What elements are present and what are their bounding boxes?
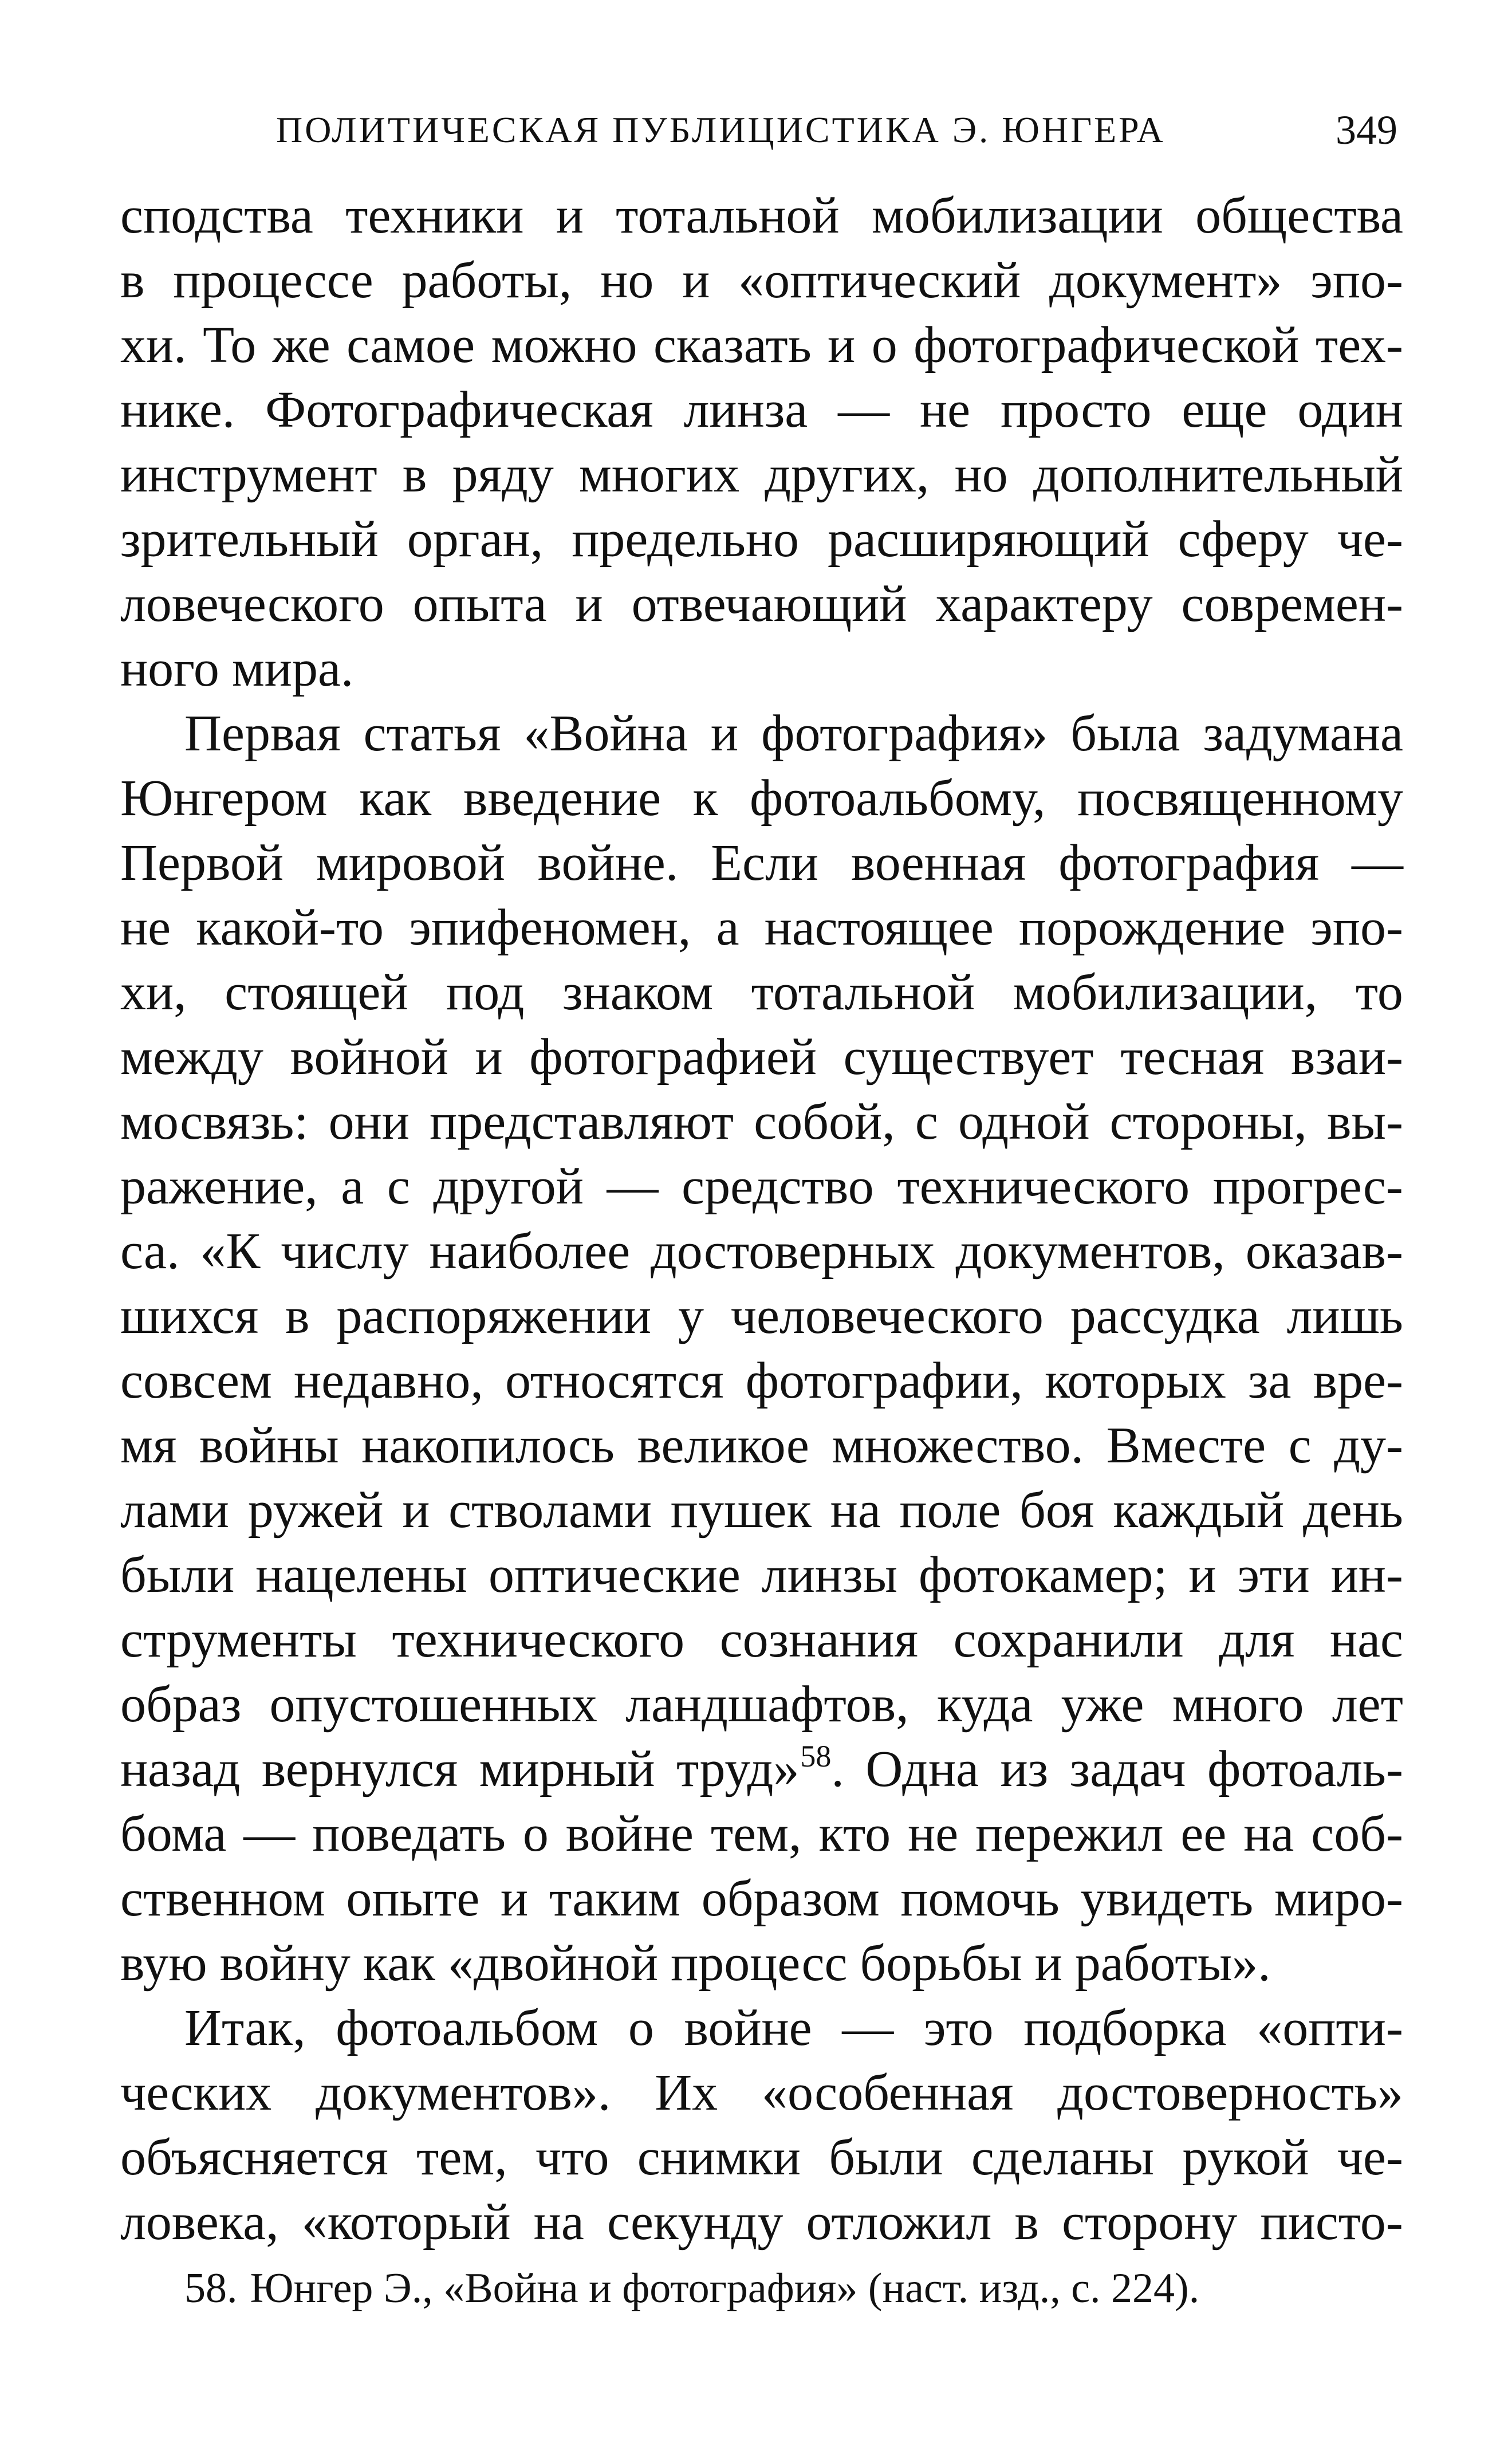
word: накопилось (361, 1417, 615, 1474)
footnote (184, 2260, 1199, 2317)
word: эпо- (1310, 899, 1403, 956)
word: посвященному (1077, 770, 1403, 827)
word: ряду (452, 446, 554, 503)
word: опыта (412, 576, 547, 632)
word: дополнительный (1033, 446, 1403, 503)
word: между (120, 1029, 263, 1085)
word: фотокамер; (918, 1547, 1168, 1603)
word: поле (899, 1482, 1001, 1539)
word: зрительный (120, 511, 379, 568)
word: помочь (900, 1870, 1060, 1927)
word: линзы (761, 1547, 898, 1603)
word: куда (936, 1676, 1033, 1733)
word: множество. (832, 1417, 1084, 1474)
word: войну (219, 1935, 351, 1992)
word: что (536, 2129, 609, 2186)
word: таким (549, 1870, 681, 1927)
word: и (501, 1870, 529, 1927)
word: хи, (120, 964, 187, 1021)
text-line (120, 1413, 1403, 1478)
word: вре- (1313, 1352, 1403, 1409)
word: задач (1069, 1741, 1186, 1797)
word: многих (578, 446, 740, 503)
word: просто (1000, 381, 1152, 438)
word: средство (682, 1158, 874, 1215)
word: Если (711, 835, 819, 891)
word: не (908, 1805, 959, 1862)
word: для (1219, 1611, 1295, 1668)
word: че- (1337, 2129, 1403, 2186)
word: сознания (719, 1611, 919, 1668)
word: ловека, (120, 2194, 279, 2251)
text-line (120, 1931, 1403, 1996)
word: задумана (1203, 705, 1403, 762)
word: труд»$^{58}$. (676, 1739, 844, 1797)
word: стволами (448, 1482, 652, 1539)
word: фотоальбом (336, 2000, 598, 2056)
word: но (954, 446, 1008, 503)
word: и (575, 576, 603, 632)
word: порождение (1018, 899, 1286, 956)
text-line (120, 895, 1403, 960)
word: фотография» (761, 705, 1048, 762)
word: но (600, 252, 654, 309)
word: фотоальбому, (749, 770, 1046, 827)
text-line (120, 1866, 1403, 1931)
word: ружей (247, 1482, 384, 1539)
word: и (710, 705, 739, 762)
word: уже (1061, 1676, 1144, 1733)
word: на (830, 1482, 881, 1539)
word: сказать (653, 317, 812, 373)
word: ческих (120, 2064, 272, 2121)
word: представляют (430, 1093, 734, 1150)
word: взаи- (1290, 1029, 1403, 1085)
word: «опти- (1257, 2000, 1403, 2056)
word: лами (120, 1482, 229, 1539)
word: и (1034, 1935, 1062, 1992)
word: ственном (120, 1870, 325, 1927)
word: фотоаль- (1207, 1741, 1403, 1797)
word: как (363, 1935, 435, 1992)
word: бома (120, 1805, 227, 1862)
word: это (923, 2000, 994, 2056)
word: «Война (523, 705, 688, 762)
word: оптические (488, 1547, 741, 1603)
word: фотографией (529, 1029, 817, 1085)
word: ного (120, 640, 219, 697)
word: оказав- (1245, 1223, 1403, 1280)
word: — (1351, 835, 1403, 891)
footnote-text: Юнгер Э., «Война и фотография» (наст. изд., с. 224). (250, 2265, 1200, 2312)
word: «который (301, 2194, 511, 2251)
word: поведать (312, 1805, 506, 1862)
text-line (120, 831, 1403, 895)
word: расширяющий (828, 511, 1149, 568)
word: отложил (806, 2194, 992, 2251)
word: Первая (184, 705, 341, 762)
word: — (842, 2000, 894, 2056)
word: под (446, 964, 525, 1021)
word: техники (345, 187, 524, 244)
word: были (120, 1547, 235, 1603)
word: мя (120, 1417, 177, 1474)
word: один (1297, 381, 1403, 438)
word: недавно, (294, 1352, 483, 1409)
word: хи. (120, 317, 187, 373)
word: то (1355, 964, 1403, 1021)
text-line (120, 1219, 1403, 1284)
word: в (402, 446, 427, 503)
word: фотография (1058, 835, 1320, 891)
word: технического (392, 1611, 685, 1668)
word: других, (765, 446, 930, 503)
word: другой (433, 1158, 584, 1215)
word: «двойной (447, 1935, 659, 1992)
word: «К (200, 1223, 261, 1280)
text-line (120, 1543, 1403, 1607)
text-line (120, 1607, 1403, 1672)
word: тотальной (616, 187, 840, 244)
text-line (120, 507, 1403, 572)
word: эти (1237, 1547, 1310, 1603)
text-line (120, 1996, 1403, 2060)
word: введение (463, 770, 662, 827)
word: тесная (1120, 1029, 1265, 1085)
text-line (120, 377, 1403, 442)
word: стоящей (225, 964, 408, 1021)
word: войне (565, 1805, 694, 1862)
word: сферу (1178, 511, 1309, 568)
word: Их (655, 2064, 718, 2121)
word: и (828, 317, 856, 373)
word: войне (684, 2000, 812, 2056)
word: — (607, 1158, 659, 1215)
word: и (682, 252, 710, 309)
word: в (1014, 2194, 1039, 2251)
word: писто- (1260, 2194, 1403, 2251)
word: линза (683, 381, 808, 438)
word: образом (701, 1870, 880, 1927)
word: на (533, 2194, 584, 2251)
word: с (915, 1093, 938, 1150)
text-line (120, 636, 1403, 701)
word: вернулся (261, 1741, 458, 1797)
word: день (1302, 1482, 1403, 1539)
text-line (120, 183, 1403, 248)
text-line (120, 1478, 1403, 1543)
text-line (120, 701, 1403, 766)
word: Итак, (184, 2000, 306, 2056)
word: и (556, 187, 584, 244)
word: военная (850, 835, 1026, 891)
word: процессе (173, 252, 373, 309)
word: снимки (637, 2129, 801, 2186)
word: пережил (975, 1805, 1164, 1862)
word: документ» (1049, 252, 1282, 309)
word: ландшафтов, (625, 1676, 909, 1733)
word: Одна (865, 1741, 979, 1797)
word: и (475, 1029, 503, 1085)
word: и (1188, 1547, 1216, 1603)
word: ловеческого (120, 576, 384, 632)
word: не (120, 899, 171, 956)
word: тех- (1315, 317, 1403, 373)
word: и (402, 1482, 430, 1539)
word: были (829, 2129, 943, 2186)
word: «особенная (762, 2064, 1014, 2121)
word: самое (346, 317, 475, 373)
word: настоящее (764, 899, 994, 956)
word: орган, (407, 511, 544, 568)
word: тем, (416, 2129, 507, 2186)
word: ражение, (120, 1158, 318, 1215)
word: можно (491, 317, 637, 373)
word: са. (120, 1223, 180, 1280)
word: миро- (1274, 1870, 1403, 1927)
word: сделаны (971, 2129, 1155, 2186)
word: мирный (479, 1741, 655, 1797)
word: шихся (120, 1288, 259, 1344)
word: образ (120, 1676, 242, 1733)
word: борьбы (860, 1935, 1022, 1992)
word: струменты (120, 1611, 357, 1668)
text-line (120, 1089, 1403, 1154)
text-line (120, 2060, 1403, 2125)
text-line (120, 1025, 1403, 1089)
word: с (387, 1158, 410, 1215)
word: в (285, 1288, 310, 1344)
word: сторону (1062, 2194, 1238, 2251)
word: к (692, 770, 718, 827)
word: наиболее (429, 1223, 631, 1280)
word: а (716, 899, 739, 956)
word: была (1070, 705, 1180, 762)
word: ду- (1334, 1417, 1403, 1474)
word: ин- (1330, 1547, 1403, 1603)
text-line (120, 960, 1403, 1025)
word: совсем (120, 1352, 272, 1409)
footnote-number: 58. (184, 2265, 238, 2312)
word: То (203, 317, 257, 373)
running-head (126, 104, 1397, 156)
word: войной (290, 1029, 448, 1085)
word: великое (637, 1417, 809, 1474)
word: объясняется (120, 2129, 388, 2186)
word: мобилизации (871, 187, 1163, 244)
word: эпифеномен, (409, 899, 691, 956)
word: «оптический (738, 252, 1021, 309)
word: технического (897, 1158, 1190, 1215)
word: лет (1332, 1676, 1403, 1733)
word: стороны, (1109, 1093, 1307, 1150)
word: о (522, 1805, 549, 1862)
word: соб- (1311, 1805, 1403, 1862)
footnote-reference: 58 (800, 1739, 832, 1773)
word: какой-то (196, 899, 384, 956)
word: отвечающий (631, 576, 907, 632)
text-line (120, 248, 1403, 313)
running-title: ПОЛИТИЧЕСКАЯ ПУБЛИЦИСТИКА Э. ЮНГЕРА (276, 109, 1166, 150)
word: сподства (120, 187, 313, 244)
word: лишь (1286, 1288, 1403, 1344)
word: пушек (670, 1482, 812, 1539)
word: фотографии, (745, 1352, 1023, 1409)
word: же (272, 317, 330, 373)
word: войны (199, 1417, 339, 1474)
word: числу (281, 1223, 409, 1280)
word: рукой (1182, 2129, 1309, 2186)
word: опыте (346, 1870, 480, 1927)
word: не (919, 381, 971, 438)
word: а (341, 1158, 364, 1215)
word: документов». (316, 2064, 611, 2121)
word: Первой (120, 835, 284, 891)
text-line (120, 1672, 1403, 1737)
word: за (1247, 1352, 1292, 1409)
word: работы, (401, 252, 572, 309)
word: секунду (607, 2194, 783, 2251)
word: фотографической (914, 317, 1300, 373)
text-line (120, 313, 1403, 377)
word: знаком (562, 964, 714, 1021)
word: предельно (572, 511, 800, 568)
word: относятся (505, 1352, 724, 1409)
word: нике. (120, 381, 235, 438)
word: назад (120, 1741, 241, 1797)
word: войне. (537, 835, 679, 891)
word: кто (818, 1805, 891, 1862)
word: много (1172, 1676, 1304, 1733)
word: — (243, 1805, 296, 1862)
word: человеческого (730, 1288, 1044, 1344)
body-text (120, 183, 1403, 2255)
word: Фотографическая (265, 381, 653, 438)
word: собой, (754, 1093, 895, 1150)
word: инструмент (120, 446, 377, 503)
text-line (120, 2125, 1403, 2190)
word: существует (843, 1029, 1094, 1085)
word: одной (958, 1093, 1090, 1150)
word: подборка (1023, 2000, 1227, 2056)
word: опустошенных (269, 1676, 597, 1733)
word: увидеть (1080, 1870, 1254, 1927)
word: достоверность» (1057, 2064, 1403, 2121)
word: еще (1182, 381, 1267, 438)
text-line (120, 1737, 1403, 1801)
word: мира. (231, 640, 354, 697)
word: нас (1329, 1611, 1403, 1668)
page-number: 349 (1336, 107, 1397, 153)
word: эпо- (1310, 252, 1403, 309)
text-line (120, 1348, 1403, 1413)
text-line (120, 1154, 1403, 1219)
word: процесс (671, 1935, 848, 1992)
word: современ- (1181, 576, 1403, 632)
word: Юнгером (120, 770, 328, 827)
text-line (120, 1284, 1403, 1348)
word: о (871, 317, 897, 373)
text-line (120, 2190, 1403, 2255)
word: достоверных (651, 1223, 935, 1280)
text-line (120, 766, 1403, 831)
word: как (359, 770, 432, 827)
word: распоряжении (336, 1288, 652, 1344)
word: рассудка (1070, 1288, 1260, 1344)
word: боя (1019, 1482, 1094, 1539)
word: которых (1045, 1352, 1226, 1409)
word: че- (1337, 511, 1403, 568)
text-line (120, 442, 1403, 507)
word: ее (1180, 1805, 1227, 1862)
word: мировой (316, 835, 505, 891)
word: нацелены (255, 1547, 467, 1603)
word: статья (363, 705, 501, 762)
word: у (678, 1288, 704, 1344)
word: документов, (955, 1223, 1225, 1280)
word: прогрес- (1212, 1158, 1403, 1215)
word: сохранили (953, 1611, 1184, 1668)
word: о (628, 2000, 654, 2056)
word: Вместе (1106, 1417, 1266, 1474)
word: — (838, 381, 890, 438)
word: вую (120, 1935, 207, 1992)
word: мобилизации, (1013, 964, 1318, 1021)
word: мосвязь: (120, 1093, 309, 1150)
word: вы- (1327, 1093, 1403, 1150)
word: они (328, 1093, 410, 1150)
word: в (120, 252, 145, 309)
text-line (120, 572, 1403, 636)
word: характеру (935, 576, 1153, 632)
word: тем, (710, 1805, 802, 1862)
word: работы». (1074, 1935, 1271, 1992)
word: тотальной (751, 964, 975, 1021)
word: каждый (1113, 1482, 1285, 1539)
text-line (120, 1801, 1403, 1866)
word: на (1243, 1805, 1294, 1862)
word: из (1000, 1741, 1049, 1797)
word: с (1288, 1417, 1312, 1474)
word: общества (1195, 187, 1403, 244)
